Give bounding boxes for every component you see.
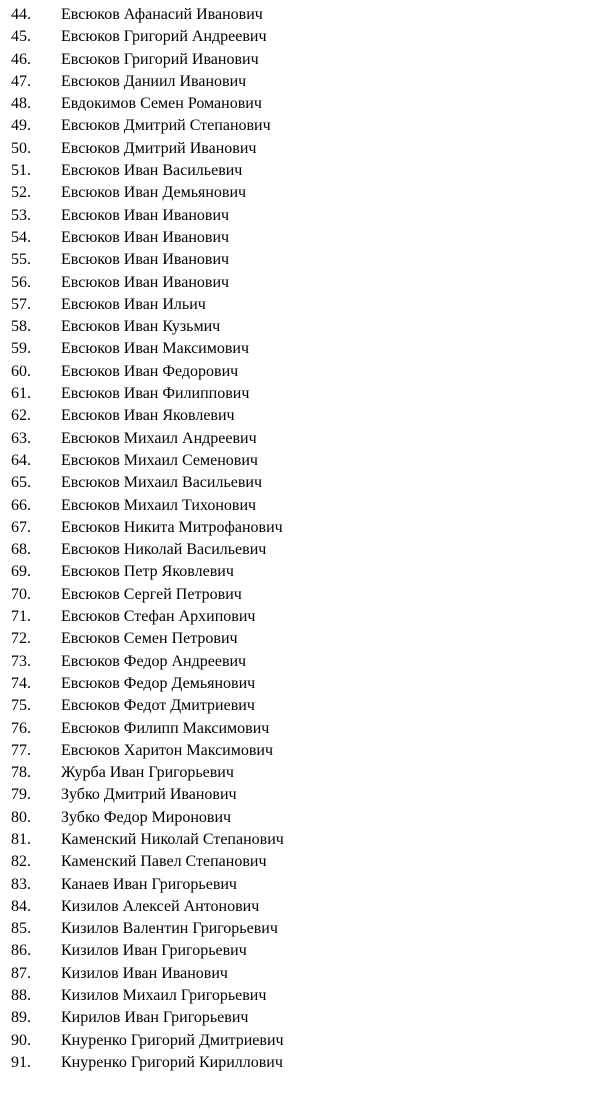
list-item <box>0 851 603 873</box>
list-item-name: Евсюков Афанасий Иванович <box>61 6 263 23</box>
list-item-number: 49. <box>11 117 31 135</box>
list-item <box>0 584 603 606</box>
list-item-number: 67. <box>11 518 31 536</box>
list-item-number: 55. <box>11 251 31 269</box>
list-item <box>0 762 603 784</box>
list-item-number: 72. <box>11 630 31 648</box>
list-item-number: 50. <box>11 139 31 157</box>
list-item-name: Евсюков Федор Андреевич <box>61 652 247 670</box>
list-item-name: Каменский Павел Степанович <box>61 853 267 871</box>
list-item-name: Кизилов Валентин Григорьевич <box>61 920 278 938</box>
list-item-name: Евсюков Дмитрий Иванович <box>61 139 257 157</box>
list-item <box>0 606 603 628</box>
list-item <box>0 784 603 806</box>
list-item <box>0 896 603 918</box>
list-item-number: 85. <box>11 920 31 938</box>
list-item-number: 90. <box>11 1031 31 1049</box>
list-item-number: 78. <box>11 764 31 782</box>
list-item <box>0 383 603 405</box>
list-item-number: 87. <box>11 964 31 982</box>
list-item <box>0 940 603 962</box>
list-item-name: Евдокимов Семен Романович <box>61 95 262 113</box>
list-item <box>0 294 603 316</box>
numbered-name-list <box>0 4 603 1074</box>
list-item-number: 57. <box>11 295 31 313</box>
list-item-number: 58. <box>11 318 31 336</box>
list-item <box>0 1052 603 1074</box>
list-item <box>0 338 603 360</box>
list-item-number: 56. <box>11 273 31 291</box>
list-item <box>0 49 603 71</box>
list-item-number: 51. <box>11 162 31 180</box>
list-item-name: Евсюков Даниил Иванович <box>61 72 247 90</box>
list-item-number: 75. <box>11 697 31 715</box>
list-item-number: 54. <box>11 228 31 246</box>
list-item <box>0 93 603 115</box>
list-item-name: Евсюков Михаил Андреевич <box>61 429 257 447</box>
list-item <box>0 405 603 427</box>
list-item-name: Каменский Николай Степанович <box>61 830 284 848</box>
list-item <box>0 495 603 517</box>
list-item-name: Евсюков Иван Иванович <box>61 206 230 224</box>
list-item-name: Евсюков Иван Кузьмич <box>61 318 221 336</box>
list-item-name: Евсюков Григорий Андреевич <box>61 28 267 46</box>
list-item-number: 70. <box>11 585 31 603</box>
list-item <box>0 138 603 160</box>
list-item-number: 66. <box>11 496 31 514</box>
list-item-name: Евсюков Дмитрий Степанович <box>61 117 271 135</box>
list-item-number: 79. <box>11 786 31 804</box>
list-item-number: 74. <box>11 674 31 692</box>
list-item-number: 52. <box>11 184 31 202</box>
list-item-number: 61. <box>11 385 31 403</box>
list-item-number: 80. <box>11 808 31 826</box>
list-item <box>0 361 603 383</box>
list-item-number: 89. <box>11 1009 31 1027</box>
list-item-name: Евсюков Стефан Архипович <box>61 608 256 626</box>
list-item-number: 81. <box>11 830 31 848</box>
list-item <box>0 71 603 93</box>
list-item-number: 86. <box>11 942 31 960</box>
list-item <box>0 918 603 940</box>
list-item <box>0 450 603 472</box>
list-item <box>0 963 603 985</box>
list-item-number: 63. <box>11 429 31 447</box>
list-item <box>0 316 603 338</box>
list-item <box>0 115 603 137</box>
list-item-name: Евсюков Иван Ильич <box>61 295 206 313</box>
list-item-name: Кизилов Иван Григорьевич <box>61 942 247 960</box>
list-item-name: Кизилов Михаил Григорьевич <box>61 987 267 1005</box>
list-item-name: Евсюков Иван Яковлевич <box>61 407 235 425</box>
list-item-number: 91. <box>11 1053 31 1071</box>
list-item-number: 82. <box>11 853 31 871</box>
list-item <box>0 651 603 673</box>
list-item-name: Кизилов Иван Иванович <box>61 964 228 982</box>
list-item <box>0 718 603 740</box>
list-item <box>0 673 603 695</box>
list-item-number: 48. <box>11 95 31 113</box>
list-item-name: Евсюков Сергей Петрович <box>61 585 242 603</box>
list-item-number: 62. <box>11 407 31 425</box>
list-item-name: Кнуренко Григорий Дмитриевич <box>61 1031 284 1049</box>
list-item-number: 65. <box>11 474 31 492</box>
list-item <box>0 561 603 583</box>
list-item-number: 44. <box>11 6 31 23</box>
list-item-name: Евсюков Иван Иванович <box>61 273 230 291</box>
list-item-number: 77. <box>11 741 31 759</box>
list-item <box>0 985 603 1007</box>
list-item-name: Зубко Федор Миронович <box>61 808 232 826</box>
list-item <box>0 807 603 829</box>
list-item-number: 76. <box>11 719 31 737</box>
list-item <box>0 740 603 762</box>
list-item-name: Евсюков Федот Дмитриевич <box>61 697 255 715</box>
list-item-number: 73. <box>11 652 31 670</box>
list-item <box>0 4 603 26</box>
list-item-name: Евсюков Михаил Тихонович <box>61 496 257 514</box>
list-item-number: 53. <box>11 206 31 224</box>
list-item <box>0 472 603 494</box>
list-item-name: Евсюков Михаил Семенович <box>61 451 258 469</box>
list-item-name: Евсюков Иван Демьянович <box>61 184 247 202</box>
list-item <box>0 428 603 450</box>
list-item-number: 88. <box>11 987 31 1005</box>
list-item-number: 47. <box>11 72 31 90</box>
list-item <box>0 628 603 650</box>
list-item <box>0 227 603 249</box>
list-item-number: 45. <box>11 28 31 46</box>
list-item-name: Евсюков Иван Филиппович <box>61 385 250 403</box>
list-item-name: Евсюков Иван Максимович <box>61 340 250 358</box>
list-item <box>0 182 603 204</box>
list-item-name: Евсюков Михаил Васильевич <box>61 474 263 492</box>
list-item-name: Евсюков Петр Яковлевич <box>61 563 234 581</box>
list-item-number: 68. <box>11 541 31 559</box>
list-item-number: 60. <box>11 362 31 380</box>
list-item-name: Журба Иван Григорьевич <box>61 764 234 782</box>
list-item-name: Евсюков Федор Демьянович <box>61 674 256 692</box>
list-item-name: Канаев Иван Григорьевич <box>61 875 237 893</box>
list-item-name: Евсюков Филипп Максимович <box>61 719 270 737</box>
list-item <box>0 272 603 294</box>
list-item-name: Евсюков Николай Васильевич <box>61 541 267 559</box>
list-item-number: 71. <box>11 608 31 626</box>
list-item <box>0 205 603 227</box>
list-item <box>0 517 603 539</box>
list-item-number: 59. <box>11 340 31 358</box>
list-item-number: 69. <box>11 563 31 581</box>
list-item-number: 84. <box>11 897 31 915</box>
list-item <box>0 829 603 851</box>
list-item <box>0 160 603 182</box>
list-item <box>0 874 603 896</box>
list-item-name: Евсюков Иван Иванович <box>61 228 230 246</box>
list-item-number: 83. <box>11 875 31 893</box>
list-item-name: Евсюков Иван Иванович <box>61 251 230 269</box>
list-item-name: Евсюков Никита Митрофанович <box>61 518 283 536</box>
list-item-number: 46. <box>11 50 31 68</box>
list-item <box>0 249 603 271</box>
list-item-name: Кирилов Иван Григорьевич <box>61 1009 249 1027</box>
list-item-name: Зубко Дмитрий Иванович <box>61 786 237 804</box>
list-item-name: Евсюков Иван Васильевич <box>61 162 243 180</box>
list-item-name: Евсюков Харитон Максимович <box>61 741 274 759</box>
list-item <box>0 1030 603 1052</box>
list-item-name: Евсюков Григорий Иванович <box>61 50 259 68</box>
list-item <box>0 695 603 717</box>
list-item-name: Евсюков Иван Федорович <box>61 362 239 380</box>
list-item-name: Кнуренко Григорий Кириллович <box>61 1053 283 1071</box>
list-item <box>0 26 603 48</box>
list-item-name: Кизилов Алексей Антонович <box>61 897 260 915</box>
list-item-number: 64. <box>11 451 31 469</box>
list-item-name: Евсюков Семен Петрович <box>61 630 238 648</box>
list-item <box>0 539 603 561</box>
list-item <box>0 1007 603 1029</box>
